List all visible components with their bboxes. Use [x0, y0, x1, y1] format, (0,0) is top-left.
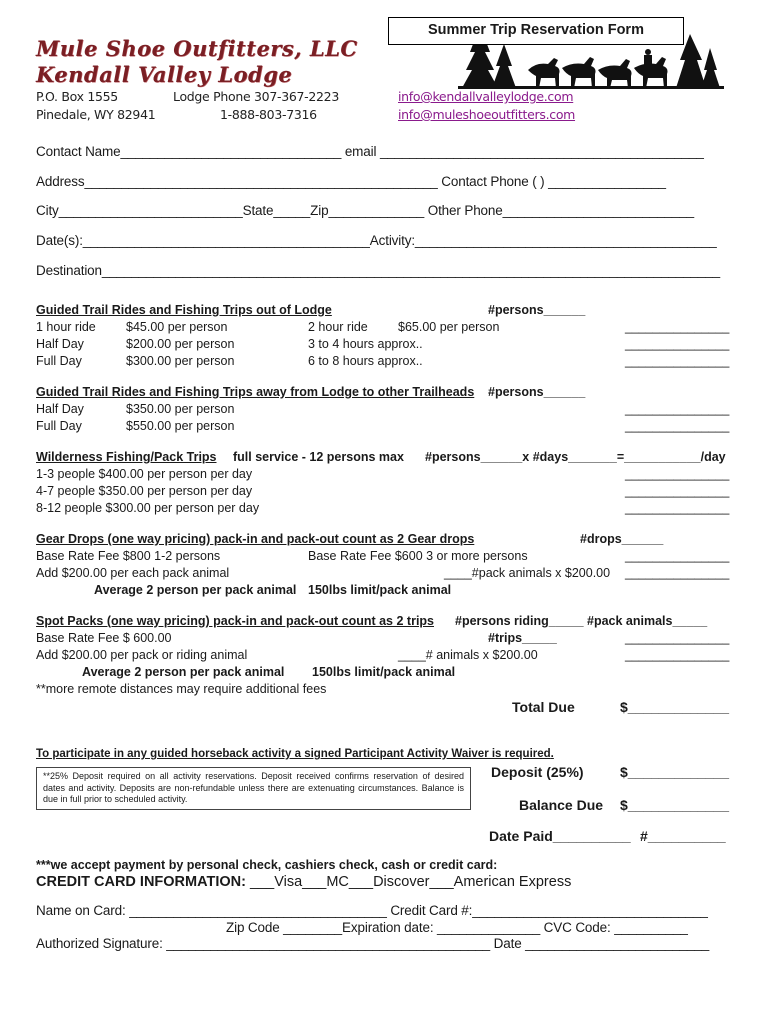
rate-label: Add $200.00 per each pack animal: [36, 566, 230, 580]
rate-label: 2 hour ride: [308, 320, 368, 334]
section-heading-gear-drops: Gear Drops (one way pricing) pack-in and pack-out count as 2 Gear drops: [36, 532, 475, 546]
rate-label: Half Day: [36, 337, 84, 351]
card-type-options[interactable]: ___Visa___MC___Discover___American Express: [245, 874, 572, 890]
dates-activity-line[interactable]: Date(s):_______________________________________Activity:_________________________________________: [36, 233, 717, 248]
address-phone-line[interactable]: Address________________________________________________ Contact Phone ( ) ________________: [36, 174, 666, 189]
total-due-field[interactable]: $_____________: [620, 699, 730, 715]
section-heading-trailhead-rides: Guided Trail Rides and Fishing Trips away from Lodge to other Trailheads: [36, 385, 475, 399]
trips-field[interactable]: #trips_____: [488, 631, 557, 645]
balance-due-label: Balance Due: [519, 797, 604, 813]
lodge-name: Kendall Valley Lodge: [36, 62, 293, 87]
city-state: Pinedale, WY 82941: [36, 107, 156, 122]
deposit-policy-text: **25% Deposit required on all activity reservations. Deposit received confirms reservation of desired dates and activity. Deposits are non-refundable unless there are extenuating circumstances. Balance is due in full prior to scheduled activity.: [43, 771, 464, 804]
signature-date-line[interactable]: Authorized Signature: ____________________________________________ Date _________________________: [36, 936, 710, 951]
date-paid-field[interactable]: Date Paid__________: [489, 828, 631, 844]
amount-blank[interactable]: _______________: [625, 337, 730, 351]
amount-blank[interactable]: _______________: [625, 419, 730, 433]
rate-label: Base Rate Fee $600 3 or more persons: [308, 549, 528, 563]
name-on-card-line[interactable]: Name on Card: ___________________________________ Credit Card #:________________________________: [36, 903, 708, 918]
company-name: Mule Shoe Outfitters, LLC: [36, 36, 358, 61]
deposit-label: Deposit (25%): [491, 764, 584, 780]
waiver-note-text: To participate in any guided horseback activity a signed Participant Activity Waiver is required: [36, 748, 551, 760]
total-due-label: Total Due: [512, 699, 575, 715]
rate-label: Base Rate Fee $800 1-2 persons: [36, 549, 221, 563]
toll-free-phone: 1-888-803-7316: [220, 107, 317, 122]
weight-limit-note: 150lbs limit/pack animal: [312, 665, 456, 679]
credit-card-info-label: CREDIT CARD INFORMATION:: [36, 874, 246, 890]
check-number-field[interactable]: #__________: [640, 828, 726, 844]
rate-tier: 8-12 people $300.00 per person per day: [36, 501, 260, 515]
credit-card-type-line: [36, 874, 571, 890]
persons-field[interactable]: #persons______: [488, 385, 586, 399]
amount-blank[interactable]: _______________: [625, 566, 730, 580]
amount-blank[interactable]: _______________: [625, 320, 730, 334]
amount-blank[interactable]: _______________: [625, 648, 730, 662]
weight-limit-note: 150lbs limit/pack animal: [308, 583, 452, 597]
amount-blank[interactable]: _______________: [625, 467, 730, 481]
section-heading-wilderness: Wilderness Fishing/Pack Trips: [36, 450, 217, 464]
section-heading-spot-packs: Spot Packs (one way pricing) pack-in and pack-out count as 2 trips: [36, 614, 434, 628]
rate-price: $350.00 per person: [126, 402, 235, 416]
rate-label: 1 hour ride: [36, 320, 96, 334]
rate-price: $200.00 per person: [126, 337, 235, 351]
section-heading-lodge-rides: Guided Trail Rides and Fishing Trips out of Lodge: [36, 303, 332, 317]
lodge-phone: Lodge Phone 307-367-2223: [173, 89, 339, 104]
remote-fees-note: **more remote distances may require additional fees: [36, 682, 327, 696]
po-box: P.O. Box 1555: [36, 89, 118, 104]
pack-note: Average 2 person per pack animal: [82, 665, 285, 679]
amount-blank[interactable]: _______________: [625, 501, 730, 515]
rate-tier: 1-3 people $400.00 per person per day: [36, 467, 253, 481]
email-link-lodge[interactable]: info@kendallvalleylodge.com: [398, 89, 574, 104]
rate-tier: 4-7 people $350.00 per person per day: [36, 484, 253, 498]
destination-line[interactable]: Destination____________________________________________________________________________________: [36, 263, 720, 278]
amount-blank[interactable]: _______________: [625, 484, 730, 498]
rate-price: $45.00 per person: [126, 320, 228, 334]
waiver-note: To participate in any guided horseback activity a signed Participant Activity Waiver is required.: [36, 748, 554, 760]
persons-field[interactable]: #persons______: [488, 303, 586, 317]
rate-label: Full Day: [36, 419, 82, 433]
pack-animals-field[interactable]: ____#pack animals x $200.00: [444, 566, 611, 580]
riding-animals-field[interactable]: #persons riding_____ #pack animals_____: [455, 614, 708, 628]
rate-label: Add $200.00 per pack or riding animal: [36, 648, 248, 662]
rate-price: $65.00 per person: [398, 320, 500, 334]
rate-price: $300.00 per person: [126, 354, 235, 368]
amount-blank[interactable]: _______________: [625, 631, 730, 645]
balance-due-field[interactable]: $_____________: [620, 797, 730, 813]
rate-duration: 3 to 4 hours approx..: [308, 337, 423, 351]
zip-expiration-cvc-line[interactable]: Zip Code ________Expiration date: ______________ CVC Code: __________: [226, 920, 688, 935]
drops-field[interactable]: #drops______: [580, 532, 664, 546]
persons-days-calc[interactable]: #persons______x #days_______=___________/day: [425, 450, 726, 464]
amount-blank[interactable]: _______________: [625, 402, 730, 416]
rate-price: $550.00 per person: [126, 419, 235, 433]
pack-note: Average 2 person per pack animal: [94, 583, 297, 597]
email-link-outfitters[interactable]: info@muleshoeoutfitters.com: [398, 107, 576, 122]
amount-blank[interactable]: _______________: [625, 354, 730, 368]
payment-accept-note: ***we accept payment by personal check, cashiers check, cash or credit card:: [36, 858, 498, 872]
city-state-zip-line[interactable]: City_________________________State_____Zip_____________ Other Phone__________________________: [36, 203, 694, 218]
rate-duration: 6 to 8 hours approx..: [308, 354, 423, 368]
rate-label: Full Day: [36, 354, 82, 368]
rate-label: Base Rate Fee $ 600.00: [36, 631, 172, 645]
rate-label: Half Day: [36, 402, 84, 416]
contact-name-email-line[interactable]: Contact Name______________________________ email ____________________________________________: [36, 144, 704, 159]
animals-field[interactable]: ____# animals x $200.00: [398, 648, 538, 662]
form-title: Summer Trip Reservation Form: [388, 17, 684, 45]
amount-blank[interactable]: _______________: [625, 549, 730, 563]
service-note: full service - 12 persons max: [233, 450, 404, 464]
deposit-field[interactable]: $_____________: [620, 764, 730, 780]
deposit-policy-box: [36, 767, 471, 810]
